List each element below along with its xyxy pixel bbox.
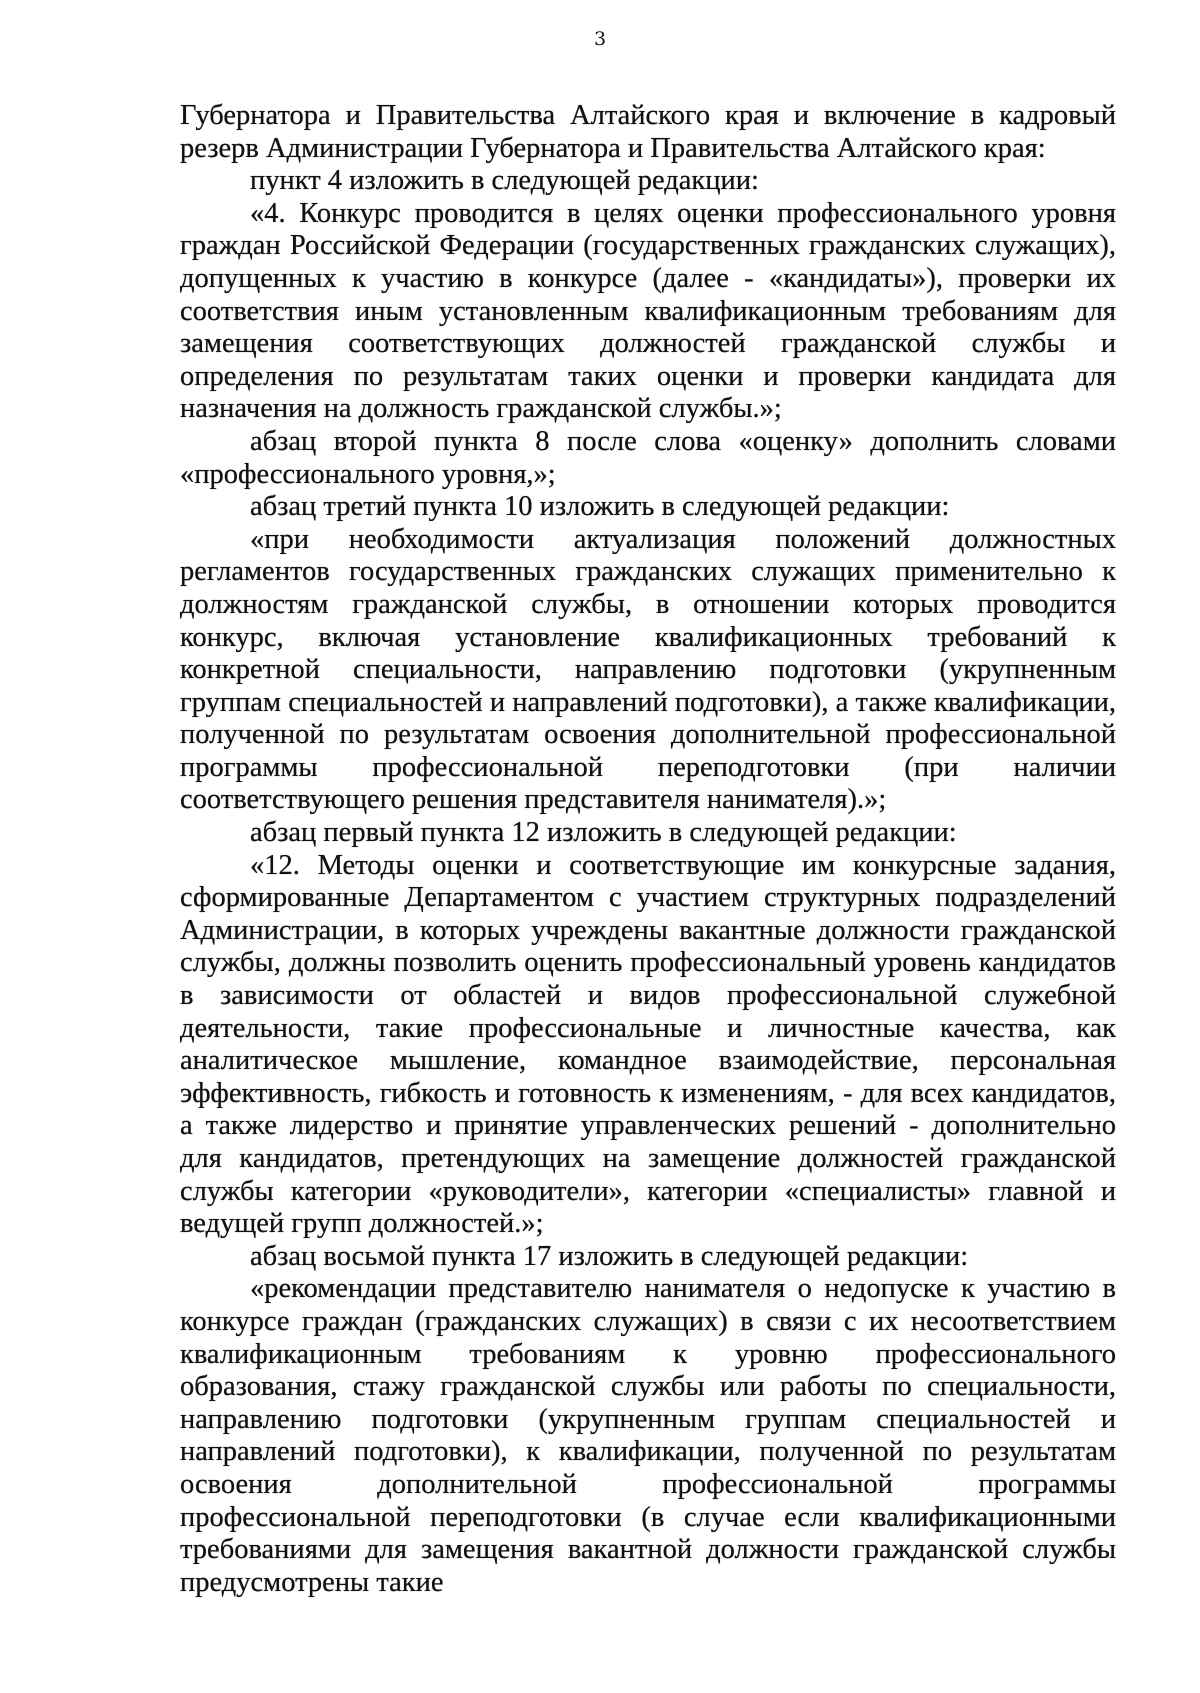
paragraph-point-17-text: «рекомендации представителю нанимателя о недопуске к участию в конкурсе граждан (гражданских служащих) в связи с их несоответствием квалификационным требованиям к уровню профессионального образования, стажу гражданской службы или работы по специальности, направлению подготовки (укрупненным группам специальностей и направлений подготовки), к квалификации, полученной по результатам освоения дополнительной профессиональной программы профессиональной переподготовки (в случае если квалификационными требованиями для замещения вакантной должности гражданской службы предусмотрены такие	[180, 1273, 1116, 1598]
paragraph-instruction-point-4: пункт 4 изложить в следующей редакции:	[250, 165, 759, 197]
paragraph-point-12-text: «12. Методы оценки и соответствующие им конкурсные задания, сформированные Департаментом с участием структурных подразделений Администрации, в которых учреждены вакантные должности гражданской службы, должны позволить оценить профессиональный уровень кандидатов в зависимости от областей и видов профессиональной служебной деятельности, такие профессиональные и личностные качества, как аналитическое мышление, командное взаимодействие, персональная эффективность, гибкость и готовность к изменениям, - для всех кандидатов, а также лидерство и принятие управленческих решений - дополнительно для кандидатов, претендующих на замещение должностей гражданской службы категории «руководители», категории «специалисты» главной и ведущей групп должностей.»;	[180, 849, 1116, 1240]
paragraph-instruction-point-10: абзац третий пункта 10 изложить в следующей редакции:	[250, 491, 950, 523]
page-number: 3	[593, 28, 607, 50]
paragraph-instruction-point-8: абзац второй пункта 8 после слова «оценку» дополнить словами «профессионального уровня,»;	[180, 425, 1116, 490]
document-body	[180, 100, 1116, 1599]
paragraph-point-10-text: «при необходимости актуализация положений должностных регламентов государственных гражданских служащих применительно к должностям гражданской службы, в отношении которых проводится конкурс, включая установление квалификационных требований к конкретной специальности, направлению подготовки (укрупненным группам специальностей и направлений подготовки), а также квалификации, полученной по результатам освоения дополнительной профессиональной программы профессиональной переподготовки (при наличии соответствующего решения представителя нанимателя).»;	[180, 523, 1116, 816]
paragraph-continuation: Губернатора и Правительства Алтайского края и включение в кадровый резерв Администрации Губернатора и Правительства Алтайского края:	[180, 100, 1116, 164]
paragraph-instruction-point-12: абзац первый пункта 12 изложить в следующей редакции:	[250, 817, 957, 849]
paragraph-instruction-point-17: абзац восьмой пункта 17 изложить в следующей редакции:	[250, 1240, 969, 1272]
paragraph-point-4-text: «4. Конкурс проводится в целях оценки профессионального уровня граждан Российской Федерации (государственных гражданских служащих), допущенных к участию в конкурсе (далее - «кандидаты»), проверки их соответствия иным установленным квалификационным требованиям для замещения соответствующих должностей гражданской службы и определения по результатам таких оценки и проверки кандидата для назначения на должность гражданской службы.»;	[180, 197, 1116, 425]
